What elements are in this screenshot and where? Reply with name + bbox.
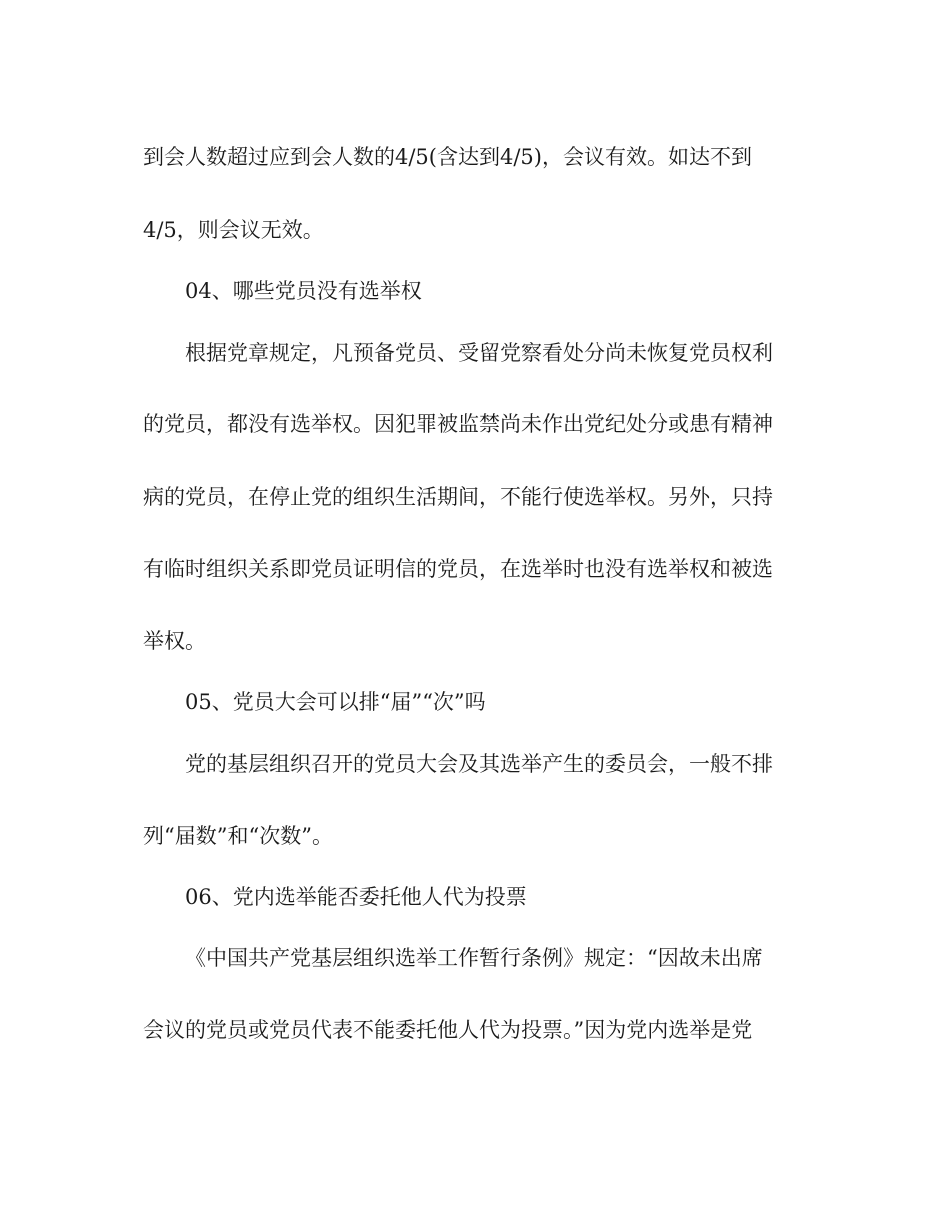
paragraph-line: 根据党章规定，凡预备党员、受留党察看处分尚未恢复党员权利 — [185, 341, 773, 365]
paragraph-line: 4/5，则会议无效。 — [143, 218, 324, 242]
paragraph-line: 有临时组织关系即党员证明信的党员，在选举时也没有选举权和被选 — [143, 557, 773, 581]
section-heading-05: 05、党员大会可以排“届”“次”吗 — [185, 690, 486, 714]
section-heading-04: 04、哪些党员没有选举权 — [185, 279, 422, 303]
paragraph-line: 党的基层组织召开的党员大会及其选举产生的委员会，一般不排 — [185, 752, 773, 776]
paragraph-line: 举权。 — [143, 629, 206, 653]
paragraph-line: 到会人数超过应到会人数的4/5(含达到4/5)，会议有效。如达不到 — [143, 145, 752, 169]
paragraph-line: 列“届数”和“次数”。 — [143, 824, 333, 848]
paragraph-line: 病的党员，在停止党的组织生活期间，不能行使选举权。另外，只持 — [143, 485, 773, 509]
paragraph-line: 会议的党员或党员代表不能委托他人代为投票。”因为党内选举是党 — [143, 1018, 753, 1042]
paragraph-line: 的党员，都没有选举权。因犯罪被监禁尚未作出党纪处分或患有精神 — [143, 412, 773, 436]
section-heading-06: 06、党内选举能否委托他人代为投票 — [185, 885, 527, 909]
paragraph-line: 《中国共产党基层组织选举工作暂行条例》规定：“因故未出席 — [185, 946, 763, 970]
